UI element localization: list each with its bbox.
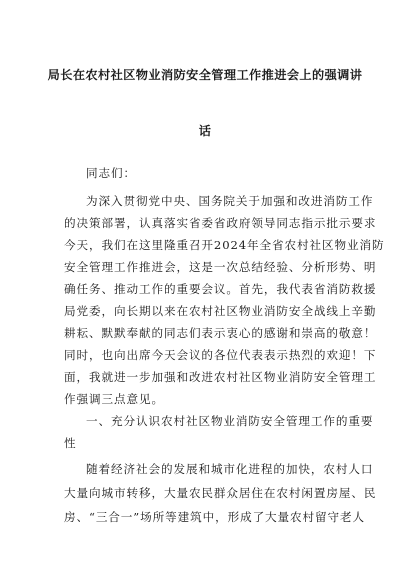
body-line: 同时，也向出席今天会议的各位代表表示热烈的欢迎！下 xyxy=(64,348,377,362)
body-line: 为深入贯彻党中央、国务院关于加强和改进消防工作 xyxy=(86,194,374,208)
body-line: 安全管理工作推进会，这是一次总结经验、分析形势、明 xyxy=(64,260,377,274)
body-line: 随着经济社会的发展和城市化进程的加快，农村人口 xyxy=(86,462,374,476)
body-line: 房、“三合一”场所等建筑中，形成了大量农村留守老人 xyxy=(64,510,366,524)
body-line: 耕耘、默默奉献的同志们表示衷心的感谢和崇高的敬意！ xyxy=(64,326,377,340)
body-line: 大量向城市转移，大量农民群众居住在农村闲置房屋、民 xyxy=(64,486,377,500)
section-heading: 一、充分认识农村社区物业消防安全管理工作的重要 xyxy=(86,414,374,428)
document-title-line-1: 局长在农村社区物业消防安全管理工作推进会上的强调讲 xyxy=(47,68,363,82)
body-line: 确任务、推动工作的重要会议。首先，我代表省消防救援 xyxy=(64,282,377,296)
body-line: 面，我就进一步加强和改进农村社区物业消防安全管理工 xyxy=(64,370,377,384)
document-title-line-2: 话 xyxy=(198,124,212,138)
body-line: 的决策部署，认真落实省委省政府领导同志指示批示要求 xyxy=(64,216,377,230)
body-line: 局党委，向长期以来在农村社区物业消防安全战线上辛勤 xyxy=(64,304,377,318)
section-heading-continuation: 性 xyxy=(64,436,77,450)
body-line: 今天，我们在这里隆重召开2024年全省农村社区物业消防 xyxy=(64,238,385,252)
body-line: 作强调三点意见。 xyxy=(64,392,164,406)
salutation: 同志们： xyxy=(86,166,136,180)
